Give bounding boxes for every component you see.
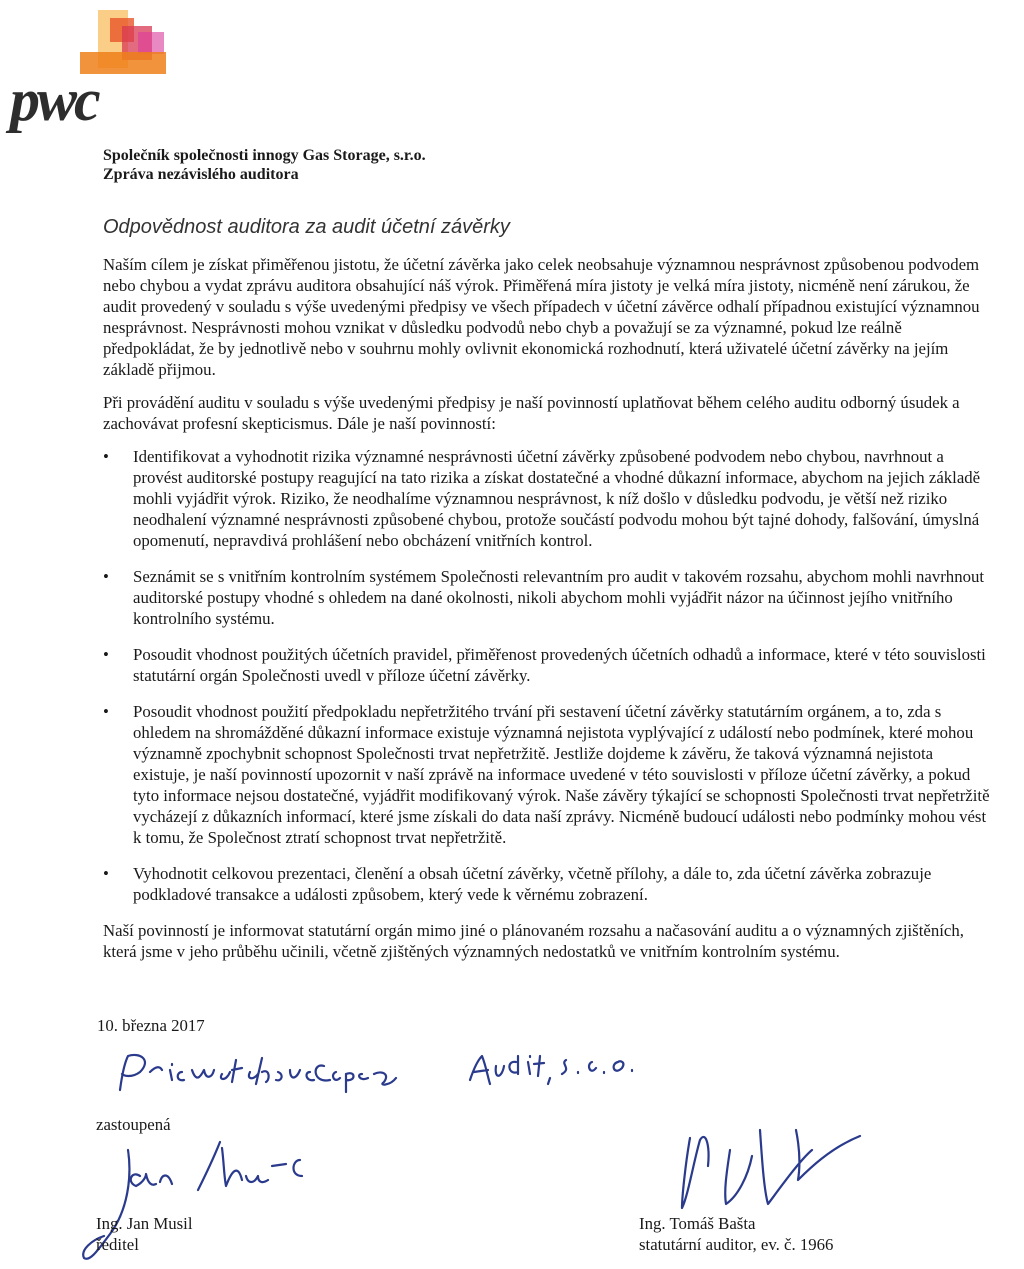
signer-right bbox=[639, 1213, 833, 1255]
list-item-text: Seznámit se s vnitřním kontrolním systémem Společnosti relevantním pro audit v takovém rozsahu, abychom mohli navrhnout auditorské postupy vhodné s ohledem na dané okolnosti, nikoli abychom mohli vyjádřit názor na účinnost jejího vnitřního kontrolního systému. bbox=[133, 567, 985, 628]
represented-by-label: zastoupená bbox=[96, 1115, 171, 1134]
list-item bbox=[103, 566, 993, 629]
report-date: 10. března 2017 bbox=[97, 1016, 205, 1035]
document-header bbox=[103, 146, 426, 184]
list-item-text: Posoudit vhodnost použití předpokladu nepřetržitého trvání při sestavení účetní závěrky statutárním orgánem, a to, zda s ohledem na shromážděné důkazní informace existuje významná nejistota vyplývající z událostí nebo podmínek, které mohou významně zpochybnit schopnost Společnosti trvat nepřetržitě. Jestliže dojdeme k závěru, že taková významná nejistota existuje, je naší povinností upozornit v naší zprávě na informace uvedené v této souvislosti v příloze účetní závěrky, a pokud tyto informace nejsou dostatečné, vyjádřit modifikovaný výrok. Naše závěry týkající se schopnosti Společnosti trvat nepřetržitě vycházejí z důkazních informací, které jsme získali do data naší zprávy. Nicméně budoucí události nebo podmínky mohou vést k tomu, že Společnost ztratí schopnost trvat nepřetržitě. bbox=[133, 702, 990, 847]
duties-list bbox=[103, 446, 993, 905]
paragraph-1: Naším cílem je získat přiměřenou jistotu, že účetní závěrka jako celek neobsahuje významnou nesprávnost způsobenou podvodem nebo chybou a vydat zprávu auditora obsahující náš výrok. Přiměřená míra jistoty je velká míra jistoty, nicméně není zárukou, že audit provedený v souladu s výše uvedenými předpisy ve všech případech v účetní závěrce odhalí případnou existující významnou nesprávnost. Nesprávnosti mohou vznikat v důsledku podvodů nebo chyb a považují se za významné, pokud lze reálně předpokládat, že by jednotlivě nebo v souhrnu mohly ovlivnit ekonomická rozhodnutí, která uživatelé účetní závěrky na jejím základě přijmou. bbox=[103, 255, 980, 379]
signer-name: Ing. Jan Musil bbox=[96, 1214, 193, 1233]
list-item bbox=[103, 701, 993, 848]
list-item bbox=[103, 644, 993, 686]
list-item-text: Identifikovat a vyhodnotit rizika významné nesprávnosti účetní závěrky způsobené podvodem nebo chybou, navrhnout a provést auditorské postupy reagující na tato rizika a získat dostatečné a vhodné důkazní informace, abychom na jejich základě mohli vyjádřit výrok. Riziko, že neodhalíme významnou nesprávnost, k níž došlo v důsledku podvodu, je větší než riziko neodhalení významné nesprávnosti způsobené chybou, protože součástí podvodu mohou být tajné dohody, falšování, úmyslná opomenutí, nepravdivá prohlášení nebo obcházení vnitřních kontrol. bbox=[133, 447, 981, 550]
bullet-icon: • bbox=[103, 645, 109, 664]
signer-role: statutární auditor, ev. č. 1966 bbox=[639, 1235, 834, 1254]
list-item-text: Vyhodnotit celkovou prezentaci, členění a obsah účetní závěrky, včetně přílohy, a dále to, zda účetní závěrka zobrazuje podkladové transakce a události způsobem, který vede k věrnému zobrazení. bbox=[133, 864, 932, 904]
recipient-line: Společník společnosti innogy Gas Storage, s.r.o. bbox=[103, 147, 426, 164]
report-body bbox=[103, 254, 993, 974]
list-item-text: Posoudit vhodnost použitých účetních pravidel, přiměřenost provedených účetních odhadů a informace, které v této souvislosti statutární orgán Společnosti uvedl v příloze účetní závěrky. bbox=[133, 645, 986, 685]
bullet-icon: • bbox=[103, 447, 109, 466]
bullet-icon: • bbox=[103, 567, 109, 586]
basta-signature bbox=[682, 1130, 860, 1208]
pwc-wordmark: pwc bbox=[10, 67, 98, 133]
closing-paragraph: Naší povinností je informovat statutární orgán mimo jiné o plánovaném rozsahu a načasování auditu a o významných zjištěních, která jsme v jeho průběhu učinili, včetně zjištěných významných nedostatků ve vnitřním kontrolním systému. bbox=[103, 921, 964, 961]
paragraph-2: Při provádění auditu v souladu s výše uvedenými předpisy je naší povinností uplatňovat během celého auditu odborný úsudek a zachovávat profesní skepticismus. Dále je naší povinností: bbox=[103, 393, 960, 433]
bullet-icon: • bbox=[103, 864, 109, 883]
signer-role: ředitel bbox=[96, 1235, 139, 1254]
signer-left bbox=[96, 1213, 193, 1255]
logo-block-4 bbox=[138, 32, 164, 54]
bullet-icon: • bbox=[103, 702, 109, 721]
section-heading: Odpovědnost auditora za audit účetní závěrky bbox=[103, 216, 510, 238]
signer-name: Ing. Tomáš Bašta bbox=[639, 1214, 756, 1233]
pwc-logo bbox=[10, 8, 180, 138]
list-item bbox=[103, 863, 993, 905]
report-title: Zpráva nezávislého auditora bbox=[103, 166, 299, 183]
firm-handwritten-signature bbox=[120, 1055, 632, 1092]
list-item bbox=[103, 446, 993, 551]
